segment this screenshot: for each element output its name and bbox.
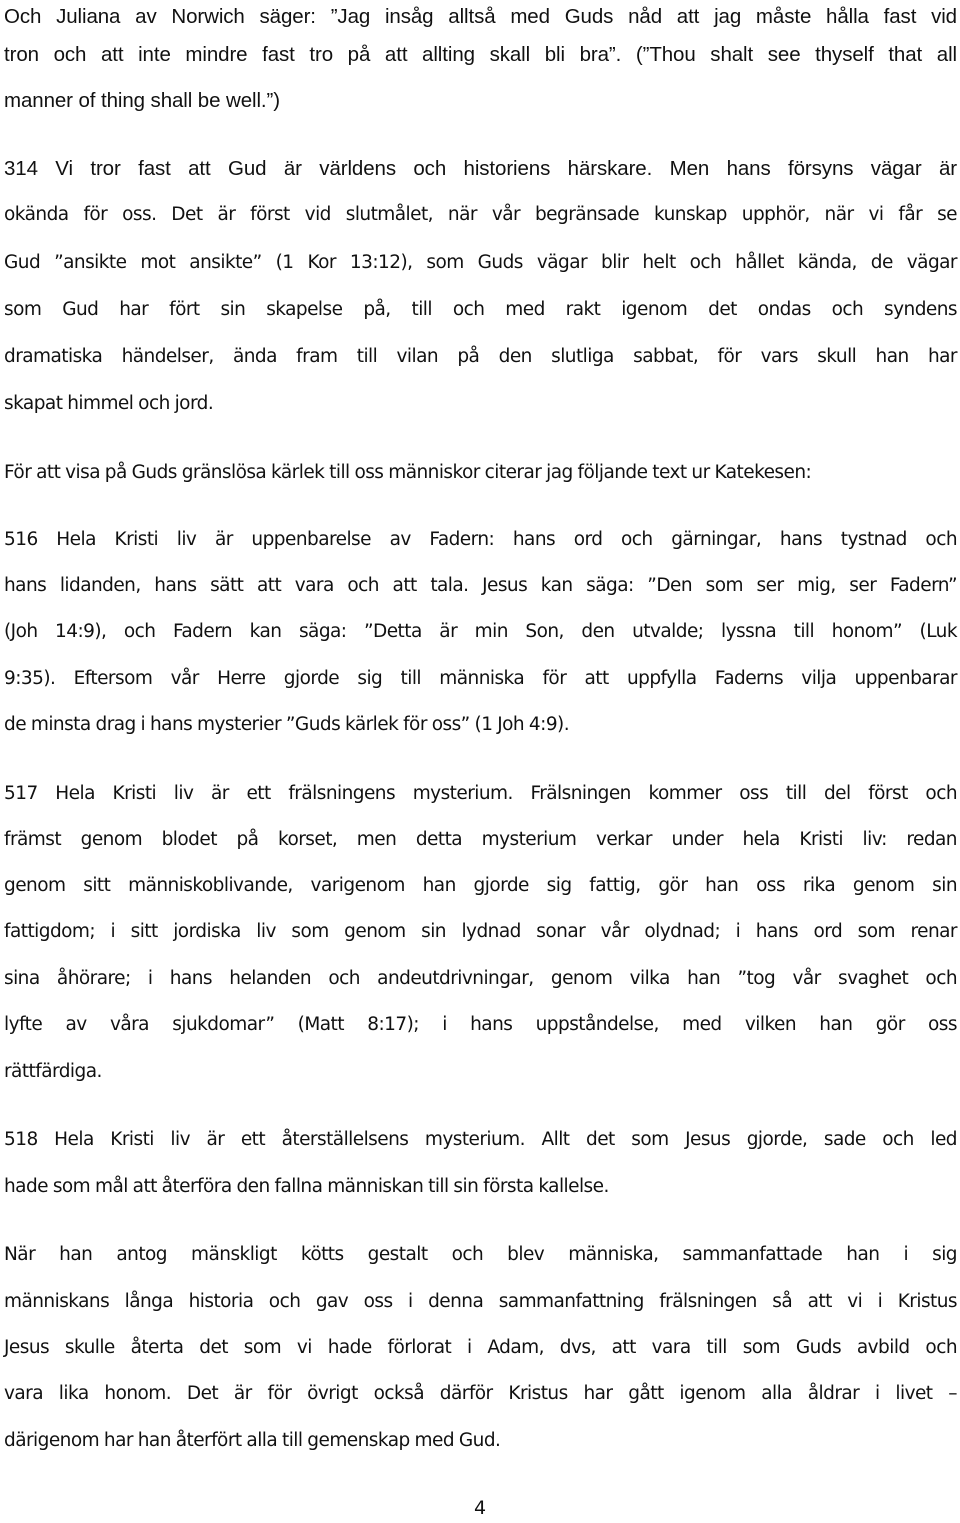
- text-line: skapat himmel och jord.: [4, 393, 214, 414]
- text-line: hade som mål att återföra den fallna människan till sin första kallelse.: [4, 1176, 609, 1197]
- text-line: de minsta drag i hans mysterier ”Guds kärlek för oss” (1 Joh 4:9).: [4, 714, 570, 735]
- text-line: 518 Hela Kristi liv är ett återställelsens mysterium. Allt det som Jesus gjorde, sade och led: [4, 1129, 957, 1150]
- text-line: okända för oss. Det är först vid slutmålet, när vår begränsade kunskap upphör, när vi får se: [4, 204, 957, 225]
- text-line: främst genom blodet på korset, men detta mysterium verkar under hela Kristi liv: redan: [4, 829, 957, 850]
- text-line: fattigdom; i sitt jordiska liv som genom sin lydnad sonar vår olydnad; i hans ord som renar: [4, 921, 957, 942]
- text-line: Jesus skulle återta det som vi hade förlorat i Adam, dvs, att vara till som Guds avbild och: [4, 1337, 957, 1358]
- text-line: vara lika honom. Det är för övrigt också därför Kristus har gått igenom alla åldrar i livet –: [4, 1383, 957, 1404]
- text-line: därigenom har han återfört alla till gemenskap med Gud.: [4, 1430, 501, 1451]
- text-line: 314 Vi tror fast att Gud är världens och historiens härskare. Men hans försyns vägar är: [4, 157, 957, 180]
- text-line: 9:35). Eftersom vår Herre gjorde sig till människa för att uppfylla Faderns vilja uppenbarar: [4, 668, 957, 689]
- text-line: 517 Hela Kristi liv är ett frälsningens mysterium. Frälsningen kommer oss till del först och: [4, 783, 957, 804]
- text-line: hans lidanden, hans sätt att vara och att tala. Jesus kan säga: ”Den som ser mig, ser Fadern”: [4, 575, 957, 596]
- text-line: dramatiska händelser, ända fram till vilan på den slutliga sabbat, för vars skull han har: [4, 346, 957, 367]
- text-line: Och Juliana av Norwich säger: ”Jag insåg alltså med Guds nåd att jag måste hålla fast vid: [4, 5, 957, 28]
- text-line: sina åhörare; i hans helanden och andeutdrivningar, genom vilka han ”tog vår svaghet och: [4, 968, 957, 989]
- page-number: 4: [473, 1497, 487, 1519]
- text-line: genom sitt människoblivande, varigenom han gjorde sig fattig, gör han oss rika genom sin: [4, 875, 957, 896]
- text-line: som Gud har fört sin skapelse på, till och med rakt igenom det ondas och syndens: [4, 299, 957, 320]
- text-line: lyfte av våra sjukdomar” (Matt 8:17); i hans uppståndelse, med vilken han gör oss: [4, 1014, 957, 1035]
- text-line: rättfärdiga.: [4, 1061, 102, 1082]
- text-line: tron och att inte mindre fast tro på att allting skall bli bra”. (”Thou shalt see thyself that all: [4, 43, 957, 66]
- text-line: När han antog mänskligt kötts gestalt och blev människa, sammanfattade han i sig: [4, 1244, 957, 1265]
- text-line: (Joh 14:9), och Fadern kan säga: ”Detta är min Son, den utvalde; lyssna till honom” (Luk: [4, 621, 957, 642]
- text-line: 516 Hela Kristi liv är uppenbarelse av Fadern: hans ord och gärningar, hans tystnad och: [4, 529, 957, 550]
- text-line: människans långa historia och gav oss i denna sammanfattning frälsningen så att vi i Kristus: [4, 1291, 957, 1312]
- text-line: För att visa på Guds gränslösa kärlek till oss människor citerar jag följande text ur Katekesen:: [4, 462, 812, 483]
- text-line: manner of thing shall be well.”): [4, 89, 280, 112]
- text-line: Gud ”ansikte mot ansikte” (1 Kor 13:12), som Guds vägar blir helt och hållet kända, de vägar: [4, 252, 957, 273]
